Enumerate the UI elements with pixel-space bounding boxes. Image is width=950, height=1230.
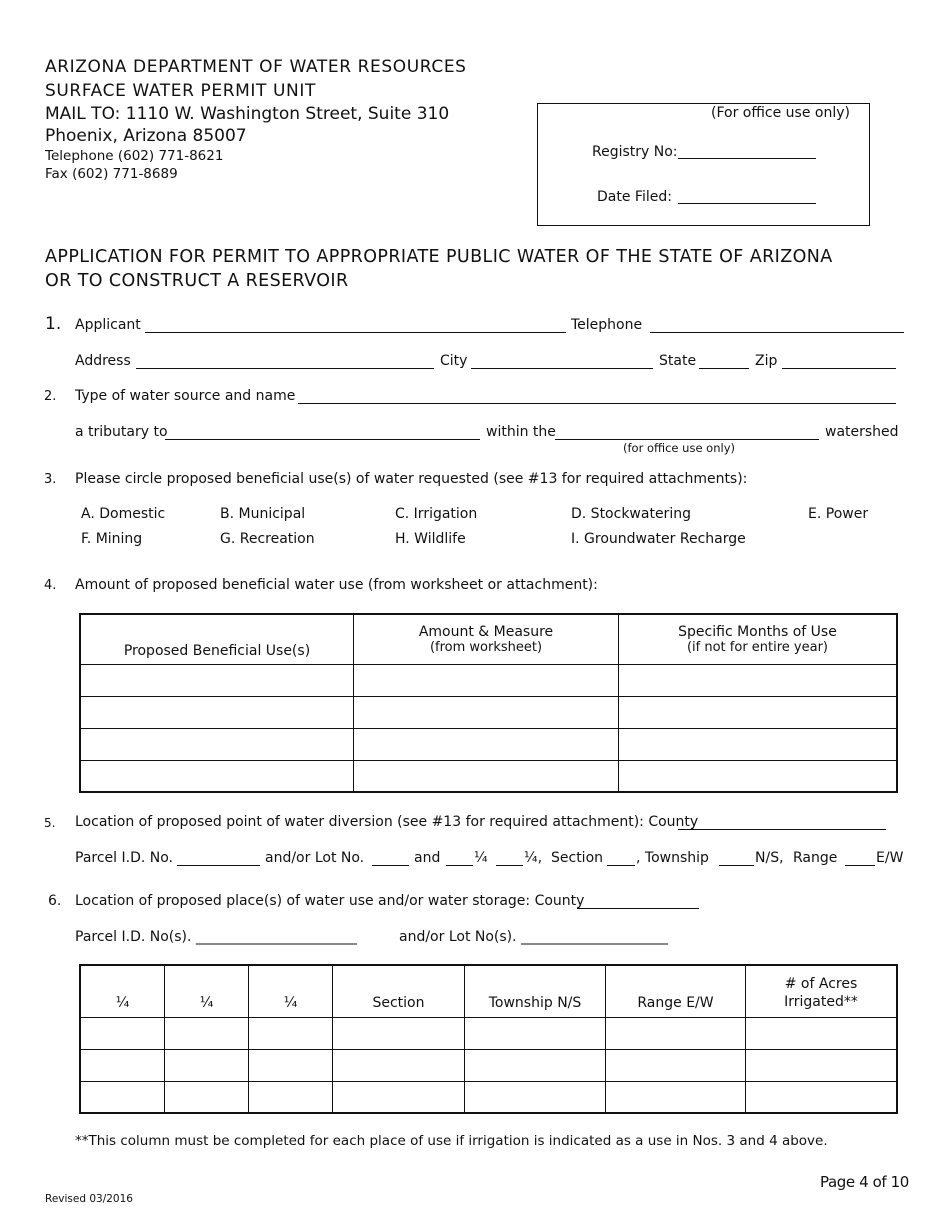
use-groundwater-recharge[interactable]: I. Groundwater Recharge xyxy=(571,531,746,547)
q5-parcel-field[interactable] xyxy=(177,865,260,866)
q5-lot-label: and/or Lot No. xyxy=(265,850,365,866)
col-quarter-1-label: ¼ xyxy=(115,994,130,1011)
col-months-sublabel: (if not for entire year) xyxy=(686,639,829,655)
q5-parcel-label: Parcel I.D. No. xyxy=(75,850,173,866)
q5-township-field[interactable] xyxy=(719,865,754,866)
table-header-row xyxy=(80,614,897,664)
table-cell[interactable] xyxy=(619,664,898,696)
table-cell[interactable] xyxy=(165,1081,249,1113)
q5-and-label: and xyxy=(414,850,441,866)
use-recreation[interactable]: G. Recreation xyxy=(220,531,315,547)
tributary-field[interactable] xyxy=(165,439,480,440)
col-quarter-2 xyxy=(165,965,249,1017)
table-row xyxy=(80,1081,897,1113)
col-range-label: Range E/W xyxy=(637,994,714,1011)
q6-lot-label[interactable]: and/or Lot No(s). _____________________ xyxy=(399,929,669,945)
q6-county-field[interactable] xyxy=(577,908,699,909)
table-cell[interactable] xyxy=(80,1081,165,1113)
table-cell[interactable] xyxy=(249,1049,333,1081)
table-cell[interactable] xyxy=(249,1081,333,1113)
use-domestic[interactable]: A. Domestic xyxy=(81,506,166,522)
q5-prompt: Location of proposed point of water diversion (see #13 for required attachment): County xyxy=(75,814,699,830)
q3-prompt: Please circle proposed beneficial use(s) of water requested (see #13 for required attachments): xyxy=(75,471,748,487)
table-cell[interactable] xyxy=(80,760,354,792)
table-cell[interactable] xyxy=(80,696,354,728)
col-irrigated-label: Irrigated** xyxy=(784,993,858,1010)
col-beneficial-use-label: Proposed Beneficial Use(s) xyxy=(123,642,311,659)
table-row xyxy=(80,1017,897,1049)
col-section-label: Section xyxy=(372,994,425,1011)
agency-name: ARIZONA DEPARTMENT OF WATER RESOURCES xyxy=(45,57,467,77)
q6-number: 6. xyxy=(48,893,62,909)
telephone-label: Telephone xyxy=(571,317,643,333)
q5-lot-field[interactable] xyxy=(372,865,409,866)
q4-prompt: Amount of proposed beneficial water use (from worksheet or attachment): xyxy=(75,577,598,593)
table-cell[interactable] xyxy=(333,1049,465,1081)
city-line: Phoenix, Arizona 85007 xyxy=(45,126,247,146)
table-row xyxy=(80,664,897,696)
office-use-box xyxy=(537,103,870,226)
q6-prompt: Location of proposed place(s) of water use and/or water storage: County xyxy=(75,893,585,909)
table-row xyxy=(80,1049,897,1081)
q4-number: 4. xyxy=(44,578,57,593)
q5-quarter1-label: ¼ xyxy=(474,850,488,866)
q5-ns-label: N/S, xyxy=(755,850,784,866)
col-quarter-3-label: ¼ xyxy=(283,994,298,1011)
irrigation-footnote: **This column must be completed for each place of use if irrigation is indicated as a use in Nos. 3 and 4 above. xyxy=(75,1133,828,1149)
table-cell[interactable] xyxy=(354,760,619,792)
beneficial-use-table xyxy=(79,613,898,793)
table-cell[interactable] xyxy=(80,1017,165,1049)
col-months-label: Specific Months of Use xyxy=(678,623,837,640)
q5-township-label: , Township xyxy=(636,850,709,866)
place-of-use-table xyxy=(79,964,898,1114)
col-quarter-1 xyxy=(80,965,165,1017)
registry-field[interactable] xyxy=(678,158,816,159)
telephone-field[interactable] xyxy=(650,332,904,333)
table-cell[interactable] xyxy=(165,1017,249,1049)
q2-number: 2. xyxy=(44,389,57,404)
use-municipal[interactable]: B. Municipal xyxy=(220,506,306,522)
watershed-field[interactable] xyxy=(555,439,819,440)
q5-quarter1-field[interactable] xyxy=(446,865,473,866)
unit-name: SURFACE WATER PERMIT UNIT xyxy=(45,81,316,101)
table-cell[interactable] xyxy=(746,1017,898,1049)
table-cell[interactable] xyxy=(619,760,898,792)
table-cell[interactable] xyxy=(354,696,619,728)
q5-ew-label: E/W xyxy=(876,850,904,866)
table-cell[interactable] xyxy=(465,1017,606,1049)
col-quarter-3 xyxy=(249,965,333,1017)
tributary-label: a tributary to xyxy=(75,424,168,440)
table-cell[interactable] xyxy=(619,728,898,760)
form-title-line1: APPLICATION FOR PERMIT TO APPROPRIATE PUBLIC WATER OF THE STATE OF ARIZONA xyxy=(45,247,833,267)
page-number: Page 4 of 10 xyxy=(820,1173,909,1191)
col-township xyxy=(465,965,606,1017)
zip-label: Zip xyxy=(755,353,778,369)
use-irrigation[interactable]: C. Irrigation xyxy=(395,506,478,522)
table-cell[interactable] xyxy=(746,1081,898,1113)
table-cell[interactable] xyxy=(333,1081,465,1113)
use-mining[interactable]: F. Mining xyxy=(81,531,143,547)
table-row xyxy=(80,696,897,728)
q6-parcel-label[interactable]: Parcel I.D. No(s). _______________________ xyxy=(75,929,357,945)
q5-section-label: Section xyxy=(551,850,604,866)
col-township-label: Township N/S xyxy=(488,994,582,1011)
office-use-note: (for office use only) xyxy=(623,441,735,455)
mail-address: MAIL TO: 1110 W. Washington Street, Suite 310 xyxy=(45,104,450,124)
col-section xyxy=(333,965,465,1017)
table-cell[interactable] xyxy=(249,1017,333,1049)
date-filed-field[interactable] xyxy=(678,203,816,204)
q5-quarter2-label: ¼, xyxy=(524,850,543,866)
q5-number: 5. xyxy=(44,816,56,830)
form-title-line2: OR TO CONSTRUCT A RESERVOIR xyxy=(45,271,349,291)
table-row xyxy=(80,760,897,792)
table-cell[interactable] xyxy=(606,1017,746,1049)
table-row xyxy=(80,728,897,760)
col-quarter-2-label: ¼ xyxy=(199,994,214,1011)
date-filed-label: Date Filed: xyxy=(597,189,672,205)
col-acres-label: # of Acres xyxy=(784,975,858,992)
within-label: within the xyxy=(486,424,556,440)
col-amount-label: Amount & Measure xyxy=(418,623,554,640)
source-label: Type of water source and name xyxy=(75,388,296,404)
zip-field[interactable] xyxy=(782,368,896,369)
table-cell[interactable] xyxy=(465,1049,606,1081)
revised-date: Revised 03/2016 xyxy=(45,1193,133,1205)
address-label: Address xyxy=(75,353,131,369)
q1-number: 1. xyxy=(45,314,62,334)
watershed-label: watershed xyxy=(825,424,899,440)
table-cell[interactable] xyxy=(80,664,354,696)
table-cell[interactable] xyxy=(619,696,898,728)
q5-range-field[interactable] xyxy=(845,865,875,866)
address-field[interactable] xyxy=(136,368,434,369)
table-header-row xyxy=(80,965,897,1017)
table-cell[interactable] xyxy=(333,1017,465,1049)
col-acres-irrigated xyxy=(746,965,898,1017)
q5-quarter2-field[interactable] xyxy=(496,865,523,866)
office-use-title: (For office use only) xyxy=(711,105,850,121)
q5-county-field[interactable] xyxy=(678,829,886,830)
q5-section-field[interactable] xyxy=(607,865,635,866)
city-field[interactable] xyxy=(471,368,653,369)
col-range xyxy=(606,965,746,1017)
table-cell[interactable] xyxy=(80,1049,165,1081)
use-stockwatering[interactable]: D. Stockwatering xyxy=(571,506,691,522)
table-cell[interactable] xyxy=(354,664,619,696)
table-cell[interactable] xyxy=(165,1049,249,1081)
fax-line: Fax (602) 771-8689 xyxy=(45,166,178,182)
col-amount-measure xyxy=(354,614,619,664)
source-field[interactable] xyxy=(298,403,896,404)
applicant-field[interactable] xyxy=(145,332,566,333)
use-wildlife[interactable]: H. Wildlife xyxy=(395,531,466,547)
table-cell[interactable] xyxy=(354,728,619,760)
telephone-line: Telephone (602) 771-8621 xyxy=(45,148,224,164)
table-cell[interactable] xyxy=(606,1049,746,1081)
table-cell[interactable] xyxy=(606,1081,746,1113)
col-months-of-use xyxy=(619,614,898,664)
col-amount-sublabel: (from worksheet) xyxy=(429,639,543,655)
use-power[interactable]: E. Power xyxy=(808,506,869,522)
col-beneficial-use xyxy=(80,614,354,664)
city-label: City xyxy=(440,353,468,369)
table-cell[interactable] xyxy=(80,728,354,760)
q3-number: 3. xyxy=(44,472,57,487)
applicant-label: Applicant xyxy=(75,317,141,333)
registry-label: Registry No: xyxy=(592,144,678,160)
q5-range-label: Range xyxy=(793,850,838,866)
state-label: State xyxy=(659,353,697,369)
table-cell[interactable] xyxy=(465,1081,606,1113)
state-field[interactable] xyxy=(699,368,749,369)
table-cell[interactable] xyxy=(746,1049,898,1081)
